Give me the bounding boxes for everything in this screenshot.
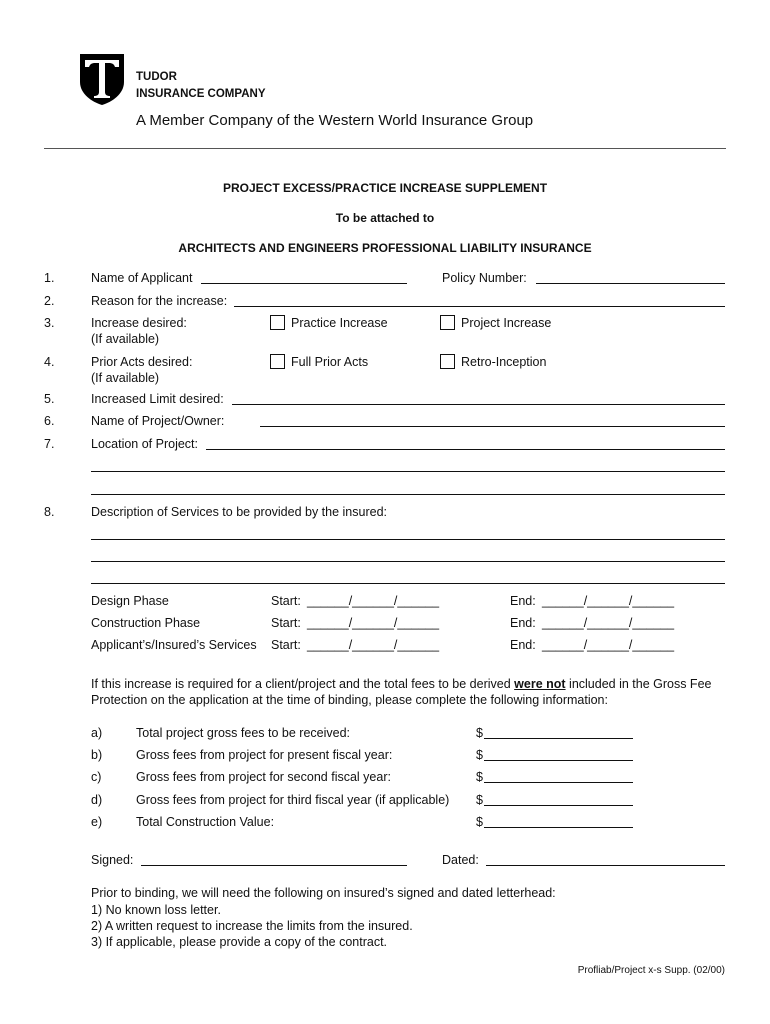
attached-note: To be attached to xyxy=(335,211,435,225)
fee-e-dollar: $ xyxy=(476,815,483,829)
design-end-label: End: xyxy=(510,594,536,608)
company-name-line1: TUDOR xyxy=(136,71,177,83)
fee-b-label: Gross fees from project for present fiscal year: xyxy=(136,748,393,762)
item-number-7: 7. xyxy=(44,437,55,451)
design-end-date-field[interactable]: ______/______/______ xyxy=(542,594,675,608)
form-title: PROJECT EXCESS/PRACTICE INCREASE SUPPLEMENT xyxy=(222,181,548,195)
fee-c-dollar: $ xyxy=(476,770,483,784)
item-number-4: 4. xyxy=(44,355,55,369)
retro-inception-checkbox[interactable] xyxy=(440,354,455,369)
item-number-6: 6. xyxy=(44,414,55,428)
binding-requirement-2: 2) A written request to increase the limits from the insured. xyxy=(91,919,413,933)
fee-c-label: Gross fees from project for second fiscal year: xyxy=(136,770,391,784)
binding-intro: Prior to binding, we will need the following on insured’s signed and dated letterhead: xyxy=(91,886,556,900)
services-start-date-field[interactable]: ______/______/______ xyxy=(307,638,440,652)
applicant-label: Name of Applicant xyxy=(91,271,193,285)
fee-d-letter: d) xyxy=(91,793,103,807)
item-number-2: 2. xyxy=(44,294,55,308)
fee-d-dollar: $ xyxy=(476,793,483,807)
reason-field[interactable] xyxy=(234,306,725,307)
location-field-line2[interactable] xyxy=(91,471,725,472)
fee-a-field[interactable] xyxy=(484,738,633,739)
fee-d-field[interactable] xyxy=(484,805,633,806)
binding-requirement-3: 3) If applicable, please provide a copy of the contract. xyxy=(91,935,388,949)
fee-c-field[interactable] xyxy=(484,782,633,783)
practice-increase-label: Practice Increase xyxy=(291,316,388,330)
applicant-field[interactable] xyxy=(201,283,407,284)
increase-label: Increase desired: xyxy=(91,316,187,330)
increase-note: (If available) xyxy=(91,332,160,346)
signed-label: Signed: xyxy=(91,853,134,867)
prior-acts-label: Prior Acts desired: xyxy=(91,355,193,369)
description-label: Description of Services to be provided by the insured: xyxy=(91,505,387,519)
fee-a-label: Total project gross fees to be received: xyxy=(136,726,351,740)
form-code-footer: Profliab/Project x-s Supp. (02/00) xyxy=(577,965,725,976)
location-field-line3[interactable] xyxy=(91,494,725,495)
fee-instructions xyxy=(91,676,731,708)
owner-label: Name of Project/Owner: xyxy=(91,414,225,428)
location-field[interactable] xyxy=(206,449,725,450)
fee-b-field[interactable] xyxy=(484,760,633,761)
fee-a-dollar: $ xyxy=(476,726,483,740)
header-divider xyxy=(44,148,726,149)
item-number-5: 5. xyxy=(44,392,55,406)
services-end-label: End: xyxy=(510,638,536,652)
services-phase-label: Applicant’s/Insured’s Services xyxy=(91,638,257,652)
member-line: A Member Company of the Western World Insurance Group xyxy=(136,112,534,129)
policy-number-field[interactable] xyxy=(536,283,725,284)
full-prior-acts-label: Full Prior Acts xyxy=(291,355,369,369)
dated-field[interactable] xyxy=(486,865,725,866)
fee-d-label: Gross fees from project for third fiscal year (if applicable) xyxy=(136,793,450,807)
form-subtitle: ARCHITECTS AND ENGINEERS PROFESSIONAL LIABILITY INSURANCE xyxy=(178,241,592,255)
tudor-shield-logo xyxy=(78,52,126,106)
policy-number-label: Policy Number: xyxy=(442,271,527,285)
fee-b-letter: b) xyxy=(91,748,103,762)
fee-instructions-part2: included in the Gross Fee Protection on the application at the time of binding, please complete the following information: xyxy=(91,677,712,707)
project-increase-label: Project Increase xyxy=(461,316,552,330)
construction-start-date-field[interactable]: ______/______/______ xyxy=(307,616,440,630)
description-field-line1[interactable] xyxy=(91,539,725,540)
fee-e-field[interactable] xyxy=(484,827,633,828)
limit-label: Increased Limit desired: xyxy=(91,392,224,406)
fee-instructions-emphasis: were not xyxy=(514,677,566,691)
construction-end-date-field[interactable]: ______/______/______ xyxy=(542,616,675,630)
services-end-date-field[interactable]: ______/______/______ xyxy=(542,638,675,652)
design-start-label: Start: xyxy=(271,594,301,608)
item-number-1: 1. xyxy=(44,271,55,285)
project-increase-checkbox[interactable] xyxy=(440,315,455,330)
item-number-8: 8. xyxy=(44,505,55,519)
limit-field[interactable] xyxy=(232,404,725,405)
signed-field[interactable] xyxy=(141,865,407,866)
full-prior-acts-checkbox[interactable] xyxy=(270,354,285,369)
description-field-line2[interactable] xyxy=(91,561,725,562)
company-name-line2: INSURANCE COMPANY xyxy=(136,88,266,100)
fee-e-label: Total Construction Value: xyxy=(136,815,275,829)
fee-e-letter: e) xyxy=(91,815,103,829)
owner-field[interactable] xyxy=(260,426,725,427)
description-field-line3[interactable] xyxy=(91,583,725,584)
construction-start-label: Start: xyxy=(271,616,301,630)
dated-label: Dated: xyxy=(442,853,479,867)
reason-label: Reason for the increase: xyxy=(91,294,228,308)
design-phase-label: Design Phase xyxy=(91,594,169,608)
fee-instructions-part1: If this increase is required for a client/project and the total fees to be derived xyxy=(91,677,515,691)
prior-acts-note: (If available) xyxy=(91,371,160,385)
practice-increase-checkbox[interactable] xyxy=(270,315,285,330)
item-number-3: 3. xyxy=(44,316,55,330)
fee-a-letter: a) xyxy=(91,726,103,740)
location-label: Location of Project: xyxy=(91,437,199,451)
construction-phase-label: Construction Phase xyxy=(91,616,201,630)
fee-b-dollar: $ xyxy=(476,748,483,762)
design-start-date-field[interactable]: ______/______/______ xyxy=(307,594,440,608)
services-start-label: Start: xyxy=(271,638,301,652)
construction-end-label: End: xyxy=(510,616,536,630)
fee-c-letter: c) xyxy=(91,770,102,784)
retro-inception-label: Retro-Inception xyxy=(461,355,547,369)
binding-requirement-1: 1) No known loss letter. xyxy=(91,903,221,917)
